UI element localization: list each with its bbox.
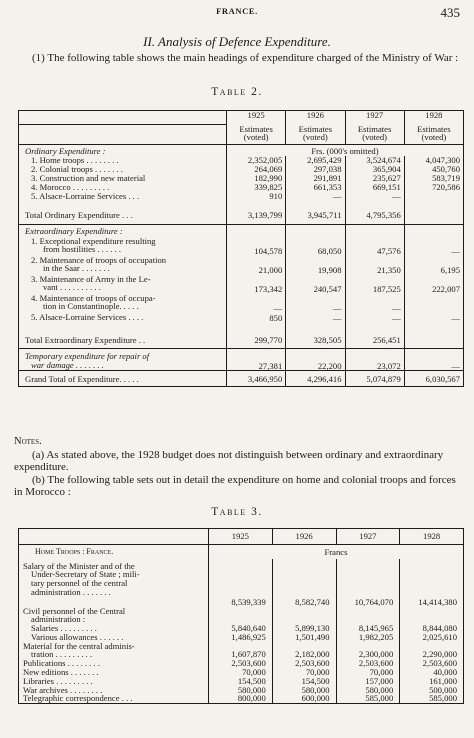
intro-paragraph: (1) The following table shows the main headings of expenditure charged of the Ministry of War : <box>32 52 459 64</box>
cell-value: 256,451 <box>345 333 404 349</box>
cell-value: 297,038 <box>286 165 345 174</box>
cell-value: 21,350 <box>345 256 404 275</box>
column-note: Estimates (voted) <box>227 125 286 145</box>
table-3 <box>18 528 464 704</box>
cell-value: 3,524,674 <box>345 156 404 165</box>
cell-value: 5,899,130 <box>272 624 336 633</box>
year-header: 1926 <box>272 529 336 545</box>
cell-value: 70,000 <box>272 668 336 677</box>
cell-value: 154,500 <box>272 677 336 686</box>
row-label: Salary of the Minister and of the Under-Secretary of State ; mili- tary personnel of the central administration . . . . . . . <box>23 560 140 597</box>
year-header: 1927 <box>336 529 400 545</box>
cell-value: 585,000 <box>336 694 400 703</box>
table-row <box>19 256 464 275</box>
home-troops-heading: Home Troops : France. <box>35 547 114 556</box>
cell-value: 2,695,429 <box>286 156 345 165</box>
units-label: Frs. (000's omitted) <box>227 145 464 156</box>
cell-value: 235,627 <box>345 174 404 183</box>
cell-value: 720,586 <box>404 183 463 192</box>
spacer <box>404 201 463 211</box>
row-label: 2. Maintenance of troops of occupation in the Saar . . . . . . . <box>31 254 167 274</box>
cell-value: 240,547 <box>286 275 345 294</box>
notes-heading: Notes. <box>14 436 42 447</box>
cell-value: 22,200 <box>286 349 345 371</box>
row-label: Civil personnel of the Central administration : <box>23 605 126 625</box>
row-label: War archives . . . . . . . . <box>23 684 103 695</box>
cell-value: — <box>345 192 404 201</box>
cell-value: 580,000 <box>272 686 336 695</box>
table-subheader-row <box>19 125 464 145</box>
cell-value: 5,840,640 <box>209 624 273 633</box>
cell-value: 14,414,380 <box>400 559 464 607</box>
cell-value: 154,500 <box>209 677 273 686</box>
cell-value <box>404 192 463 201</box>
cell-value: 187,525 <box>345 275 404 294</box>
cell-value: — <box>345 313 404 323</box>
table-row <box>19 607 464 625</box>
spacer <box>286 225 345 237</box>
units-row <box>19 145 464 156</box>
cell-value: 800,000 <box>209 694 273 703</box>
spacer <box>404 323 463 333</box>
cell-value: 339,825 <box>227 183 286 192</box>
cell-value: 2,503,600 <box>400 659 464 668</box>
spacer-row <box>19 323 464 333</box>
cell-value <box>272 607 336 625</box>
cell-value: 10,764,070 <box>336 559 400 607</box>
cell-value: 264,069 <box>227 165 286 174</box>
cell-value: — <box>404 237 463 256</box>
temporary-row <box>19 349 464 371</box>
cell-value: 2,352,005 <box>227 156 286 165</box>
cell-value: 104,578 <box>227 237 286 256</box>
row-label: Telegraphic correspondence . . . <box>23 693 133 704</box>
cell-value: 6,030,567 <box>404 371 463 387</box>
cell-value: 40,000 <box>400 668 464 677</box>
cell-value: 2,290,000 <box>400 642 464 660</box>
column-note: Estimates (voted) <box>345 125 404 145</box>
row-label: 5. Alsace-Lorraine Services . . . . <box>31 311 144 322</box>
year-header: 1927 <box>345 111 404 125</box>
row-label: 4. Morocco . . . . . . . . . <box>31 181 110 192</box>
cell-value: 583,719 <box>404 174 463 183</box>
cell-value: 2,503,600 <box>336 659 400 668</box>
cell-value: 661,353 <box>286 183 345 192</box>
spacer <box>286 323 345 333</box>
cell-value: 600,000 <box>272 694 336 703</box>
row-label: 3. Construction and new material <box>31 172 146 183</box>
header-blank <box>19 111 227 125</box>
cell-value: 4,047,300 <box>404 156 463 165</box>
cell-value: 2,025,610 <box>400 633 464 642</box>
cell-value: 450,760 <box>404 165 463 174</box>
note-b: (b) The following table sets out in detail the expenditure on home and colonial troops and forces in Morocco : <box>14 474 456 498</box>
cell-value: 70,000 <box>209 668 273 677</box>
table-row <box>19 694 464 703</box>
cell-value: 850 <box>227 313 286 323</box>
cell-value: — <box>345 294 404 313</box>
cell-value <box>404 211 463 225</box>
cell-value: 173,342 <box>227 275 286 294</box>
cell-value: 21,000 <box>227 256 286 275</box>
heading-row <box>19 225 464 237</box>
table-header-row <box>19 529 464 545</box>
cell-value: 291,891 <box>286 174 345 183</box>
cell-value: 2,300,000 <box>336 642 400 660</box>
table-row <box>19 559 464 607</box>
total-row <box>19 211 464 225</box>
cell-value: — <box>404 313 463 323</box>
row-label: New editions . . . . . . . <box>23 667 99 678</box>
row-label: Total Ordinary Expenditure . . . <box>25 209 133 220</box>
cell-value: 8,582,740 <box>272 559 336 607</box>
running-title: FRANCE. <box>216 6 258 16</box>
section-title: II. Analysis of Defence Expenditure. <box>143 34 331 49</box>
cell-value: 2,503,600 <box>209 659 273 668</box>
cell-value <box>404 333 463 349</box>
cell-value: 222,007 <box>404 275 463 294</box>
total-row <box>19 333 464 349</box>
cell-value: 68,050 <box>286 237 345 256</box>
row-label: Libraries . . . . . . . . . <box>23 675 93 686</box>
spacer <box>345 323 404 333</box>
table-row <box>19 237 464 256</box>
ordinary-heading: Ordinary Expenditure : <box>25 146 106 156</box>
spacer <box>19 323 227 333</box>
cell-value: 4,795,356 <box>345 211 404 225</box>
column-note: Estimates (voted) <box>286 125 345 145</box>
row-label: Publications . . . . . . . . <box>23 658 100 669</box>
grand-total-row <box>19 371 464 387</box>
column-note: Estimates (voted) <box>404 125 463 145</box>
cell-value: 8,145,965 <box>336 624 400 633</box>
cell-value: 8,539,339 <box>209 559 273 607</box>
spacer <box>227 225 286 237</box>
cell-value <box>209 607 273 625</box>
cell-value: 157,000 <box>336 677 400 686</box>
spacer <box>345 225 404 237</box>
table2-caption: Table 2. <box>211 86 263 98</box>
cell-value: 5,074,879 <box>345 371 404 387</box>
row-label: 1. Exceptional expenditure resulting from hostilities . . . . . . <box>31 235 156 255</box>
spacer <box>227 323 286 333</box>
table-row <box>19 192 464 201</box>
cell-value: 1,607,870 <box>209 642 273 660</box>
row-label: Temporary expenditure for repair of war damage . . . . . . . <box>19 349 227 371</box>
extraordinary-heading: Extraordinary Expenditure : <box>19 225 227 237</box>
table-row <box>19 275 464 294</box>
cell-value: — <box>404 349 463 371</box>
header-blank <box>19 529 209 545</box>
units-label: Francs <box>209 545 464 559</box>
row-label: Total Extraordinary Expenditure . . <box>25 334 146 345</box>
year-header: 1925 <box>209 529 273 545</box>
cell-value: — <box>286 192 345 201</box>
cell-value: 2,503,600 <box>272 659 336 668</box>
cell-value: 3,945,711 <box>286 211 345 225</box>
cell-value: 19,908 <box>286 256 345 275</box>
cell-value: 580,000 <box>336 686 400 695</box>
cell-value: 1,501,490 <box>272 633 336 642</box>
cell-value: 27,381 <box>227 349 286 371</box>
cell-value: 161,000 <box>400 677 464 686</box>
cell-value: 500,000 <box>400 686 464 695</box>
row-label: 2. Colonial troops . . . . . . . <box>31 163 123 174</box>
cell-value: — <box>227 294 286 313</box>
cell-value: — <box>286 313 345 323</box>
row-label: Various allowances . . . . . . <box>31 631 124 642</box>
year-header: 1925 <box>227 111 286 125</box>
row-label: Salaries . . . . . . . . . <box>31 623 97 634</box>
table-header-row <box>19 111 464 125</box>
cell-value: 365,904 <box>345 165 404 174</box>
cell-value: 328,505 <box>286 333 345 349</box>
cell-value <box>404 294 463 313</box>
cell-value: 23,072 <box>345 349 404 371</box>
section-row <box>19 545 464 559</box>
cell-value: 47,576 <box>345 237 404 256</box>
row-label: 3. Maintenance of Army in the Le- vant . . . . . . . . . . <box>31 273 151 293</box>
cell-value <box>400 607 464 625</box>
row-label: 5. Alsace-Lorraine Services . . . <box>31 190 140 201</box>
cell-value: 182,990 <box>227 174 286 183</box>
cell-value: — <box>286 294 345 313</box>
cell-value: 3,139,799 <box>227 211 286 225</box>
cell-value: 580,000 <box>209 686 273 695</box>
year-header: 1928 <box>400 529 464 545</box>
row-label: 1. Home troops . . . . . . . . <box>31 154 119 165</box>
cell-value <box>336 607 400 625</box>
cell-value: 585,000 <box>400 694 464 703</box>
year-header: 1928 <box>404 111 463 125</box>
table3-caption: Table 3. <box>211 506 263 518</box>
row-label: 4. Maintenance of troops of occupa- tion in Constantinople. . . . . <box>31 292 156 312</box>
note-a: (a) As stated above, the 1928 budget does not distinguish between ordinary and extraordinary expenditure. <box>14 449 444 473</box>
cell-value: 3,466,950 <box>227 371 286 387</box>
cell-value: 669,151 <box>345 183 404 192</box>
table-row <box>19 294 464 313</box>
cell-value: 6,195 <box>404 256 463 275</box>
table-2 <box>18 110 464 387</box>
table-row <box>19 642 464 660</box>
row-label: Grand Total of Expenditure. . . . . <box>19 371 227 387</box>
cell-value: 8,844,080 <box>400 624 464 633</box>
cell-value: 910 <box>227 192 286 201</box>
cell-value: 2,182,000 <box>272 642 336 660</box>
page-number: 435 <box>440 5 460 20</box>
header-blank <box>19 125 227 145</box>
table-row <box>19 313 464 323</box>
spacer <box>404 225 463 237</box>
cell-value: 1,982,205 <box>336 633 400 642</box>
cell-value: 4,296,416 <box>286 371 345 387</box>
cell-value: 1,486,925 <box>209 633 273 642</box>
year-header: 1926 <box>286 111 345 125</box>
cell-value: 299,770 <box>227 333 286 349</box>
cell-value: 70,000 <box>336 668 400 677</box>
row-label: Material for the central adminis- tration . . . . . . . . . <box>23 640 135 660</box>
